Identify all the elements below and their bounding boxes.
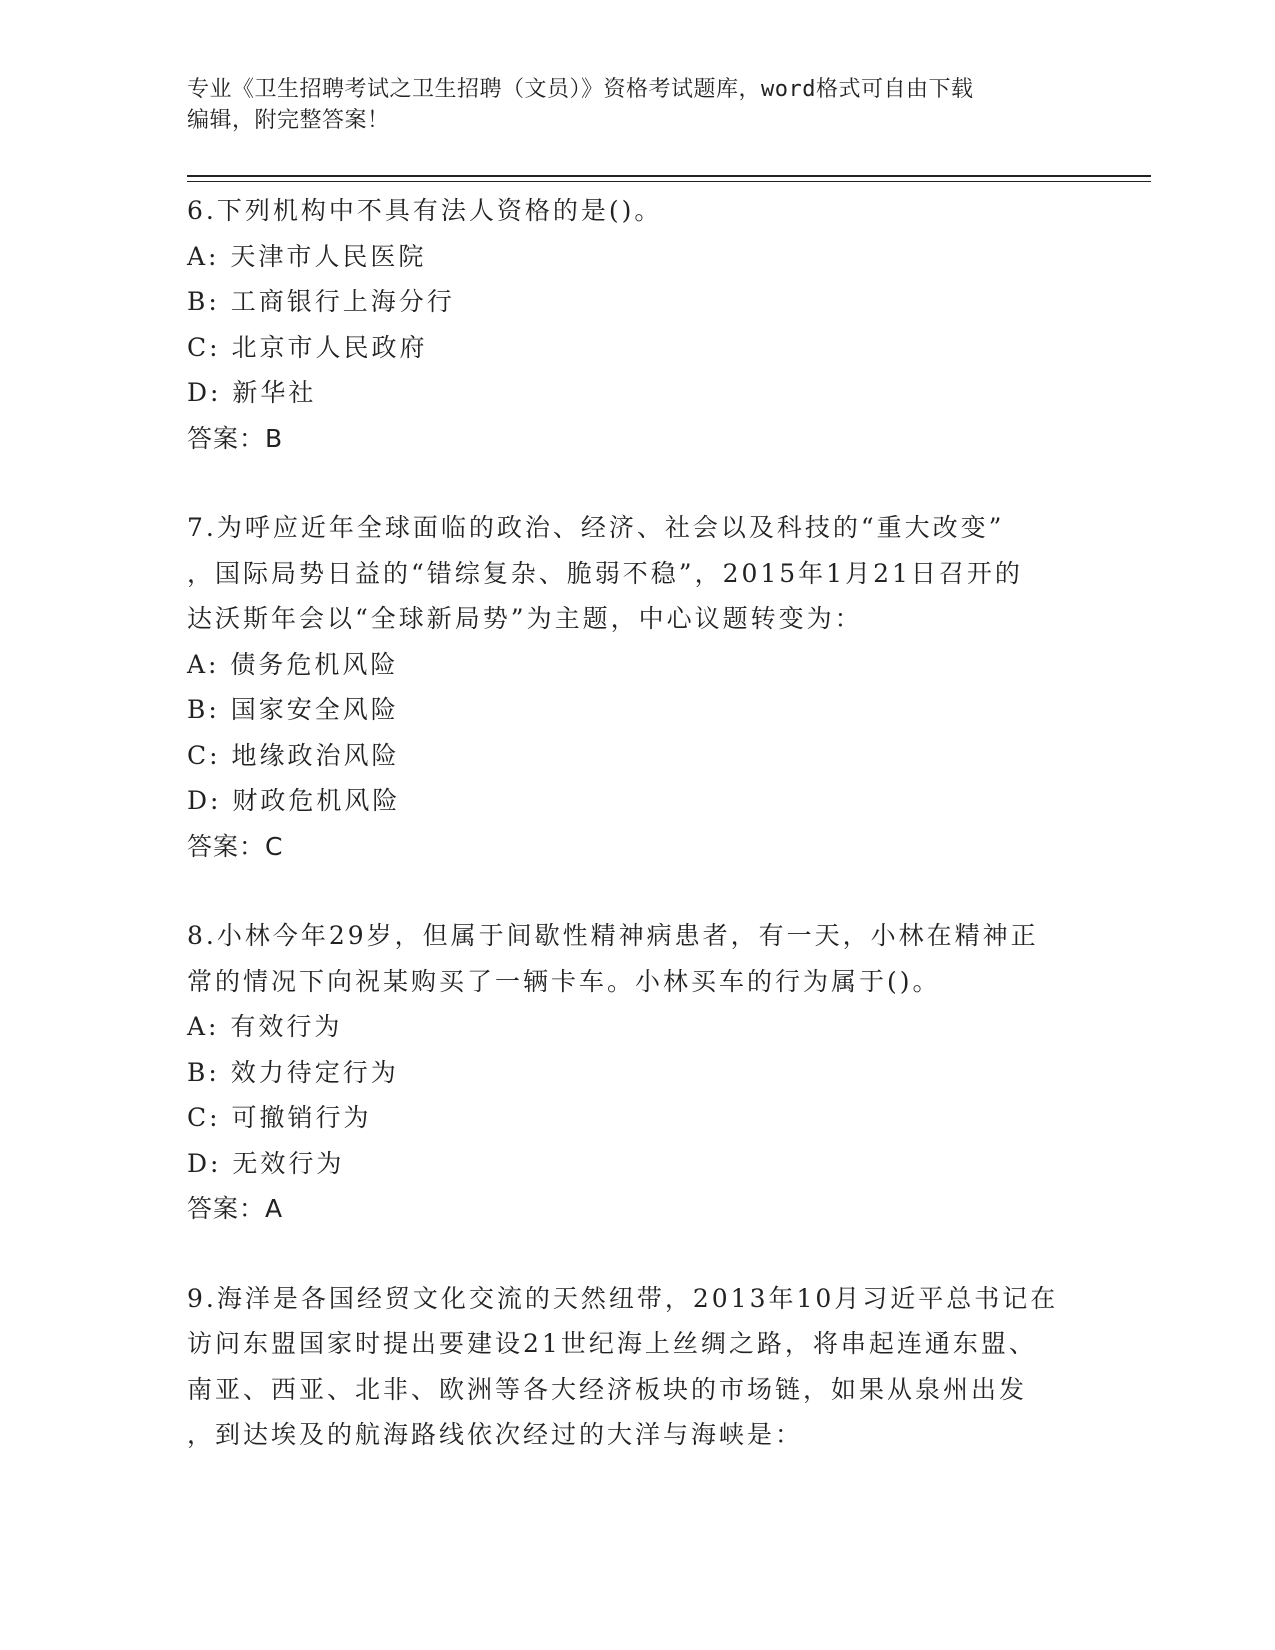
question-stem: 常的情况下向祝某购买了一辆卡车。小林买车的行为属于()。	[187, 966, 941, 996]
option-b: B: 效力待定行为	[187, 1057, 399, 1087]
option-d: D: 新华社	[187, 378, 317, 407]
answer-label: 答案：A	[187, 1194, 284, 1223]
option-d: D: 财政危机风险	[187, 786, 401, 815]
question-stem: 6.下列机构中不具有法人资格的是()。	[187, 196, 663, 225]
option-d: D: 无效行为	[187, 1148, 345, 1178]
option-c: C: 地缘政治风险	[187, 740, 400, 770]
question-stem: 访问东盟国家时提出要建设21世纪海上丝绸之路，将串起连通东盟、	[187, 1329, 1037, 1358]
answer-label: 答案：B	[187, 423, 284, 453]
option-b: B: 工商银行上海分行	[187, 287, 455, 316]
document-header	[187, 74, 1087, 136]
question-list	[187, 188, 1087, 1502]
question-7	[187, 505, 1087, 869]
question-stem: ，国际局势日益的“错综复杂、脆弱不稳”，2015年1月21日召开的	[187, 558, 1023, 588]
question-stem: ，到达埃及的航海路线依次经过的大洋与海峡是：	[187, 1420, 804, 1449]
option-b: B: 国家安全风险	[187, 695, 399, 724]
question-6	[187, 188, 1087, 461]
question-8	[187, 913, 1087, 1232]
header-line-2: 编辑，附完整答案！	[187, 108, 390, 133]
question-stem: 8.小林今年29岁，但属于间歇性精神病患者，有一天，小林在精神正	[187, 921, 1039, 950]
option-a: A: 天津市人民医院	[187, 241, 427, 271]
option-a: A: 债务危机风险	[187, 649, 399, 679]
option-c: C: 北京市人民政府	[187, 332, 428, 362]
option-c: C: 可撤销行为	[187, 1103, 372, 1132]
question-9	[187, 1276, 1087, 1458]
header-divider-thin	[187, 181, 1151, 182]
question-stem: 9.海洋是各国经贸文化交流的天然纽带，2013年10月习近平总书记在	[187, 1283, 1059, 1313]
option-a: A: 有效行为	[187, 1012, 343, 1041]
answer-label: 答案：C	[187, 831, 284, 861]
question-stem: 7.为呼应近年全球面临的政治、经济、社会以及科技的“重大改变”	[187, 513, 1005, 542]
header-line-1: 专业《卫生招聘考试之卫生招聘（文员）》资格考试题库，word格式可自由下载	[187, 77, 974, 102]
question-stem: 达沃斯年会以“全球新局势”为主题，中心议题转变为：	[187, 604, 863, 633]
header-divider-thick	[187, 175, 1151, 177]
question-stem: 南亚、西亚、北非、欧洲等各大经济板块的市场链，如果从泉州出发	[187, 1374, 1028, 1404]
